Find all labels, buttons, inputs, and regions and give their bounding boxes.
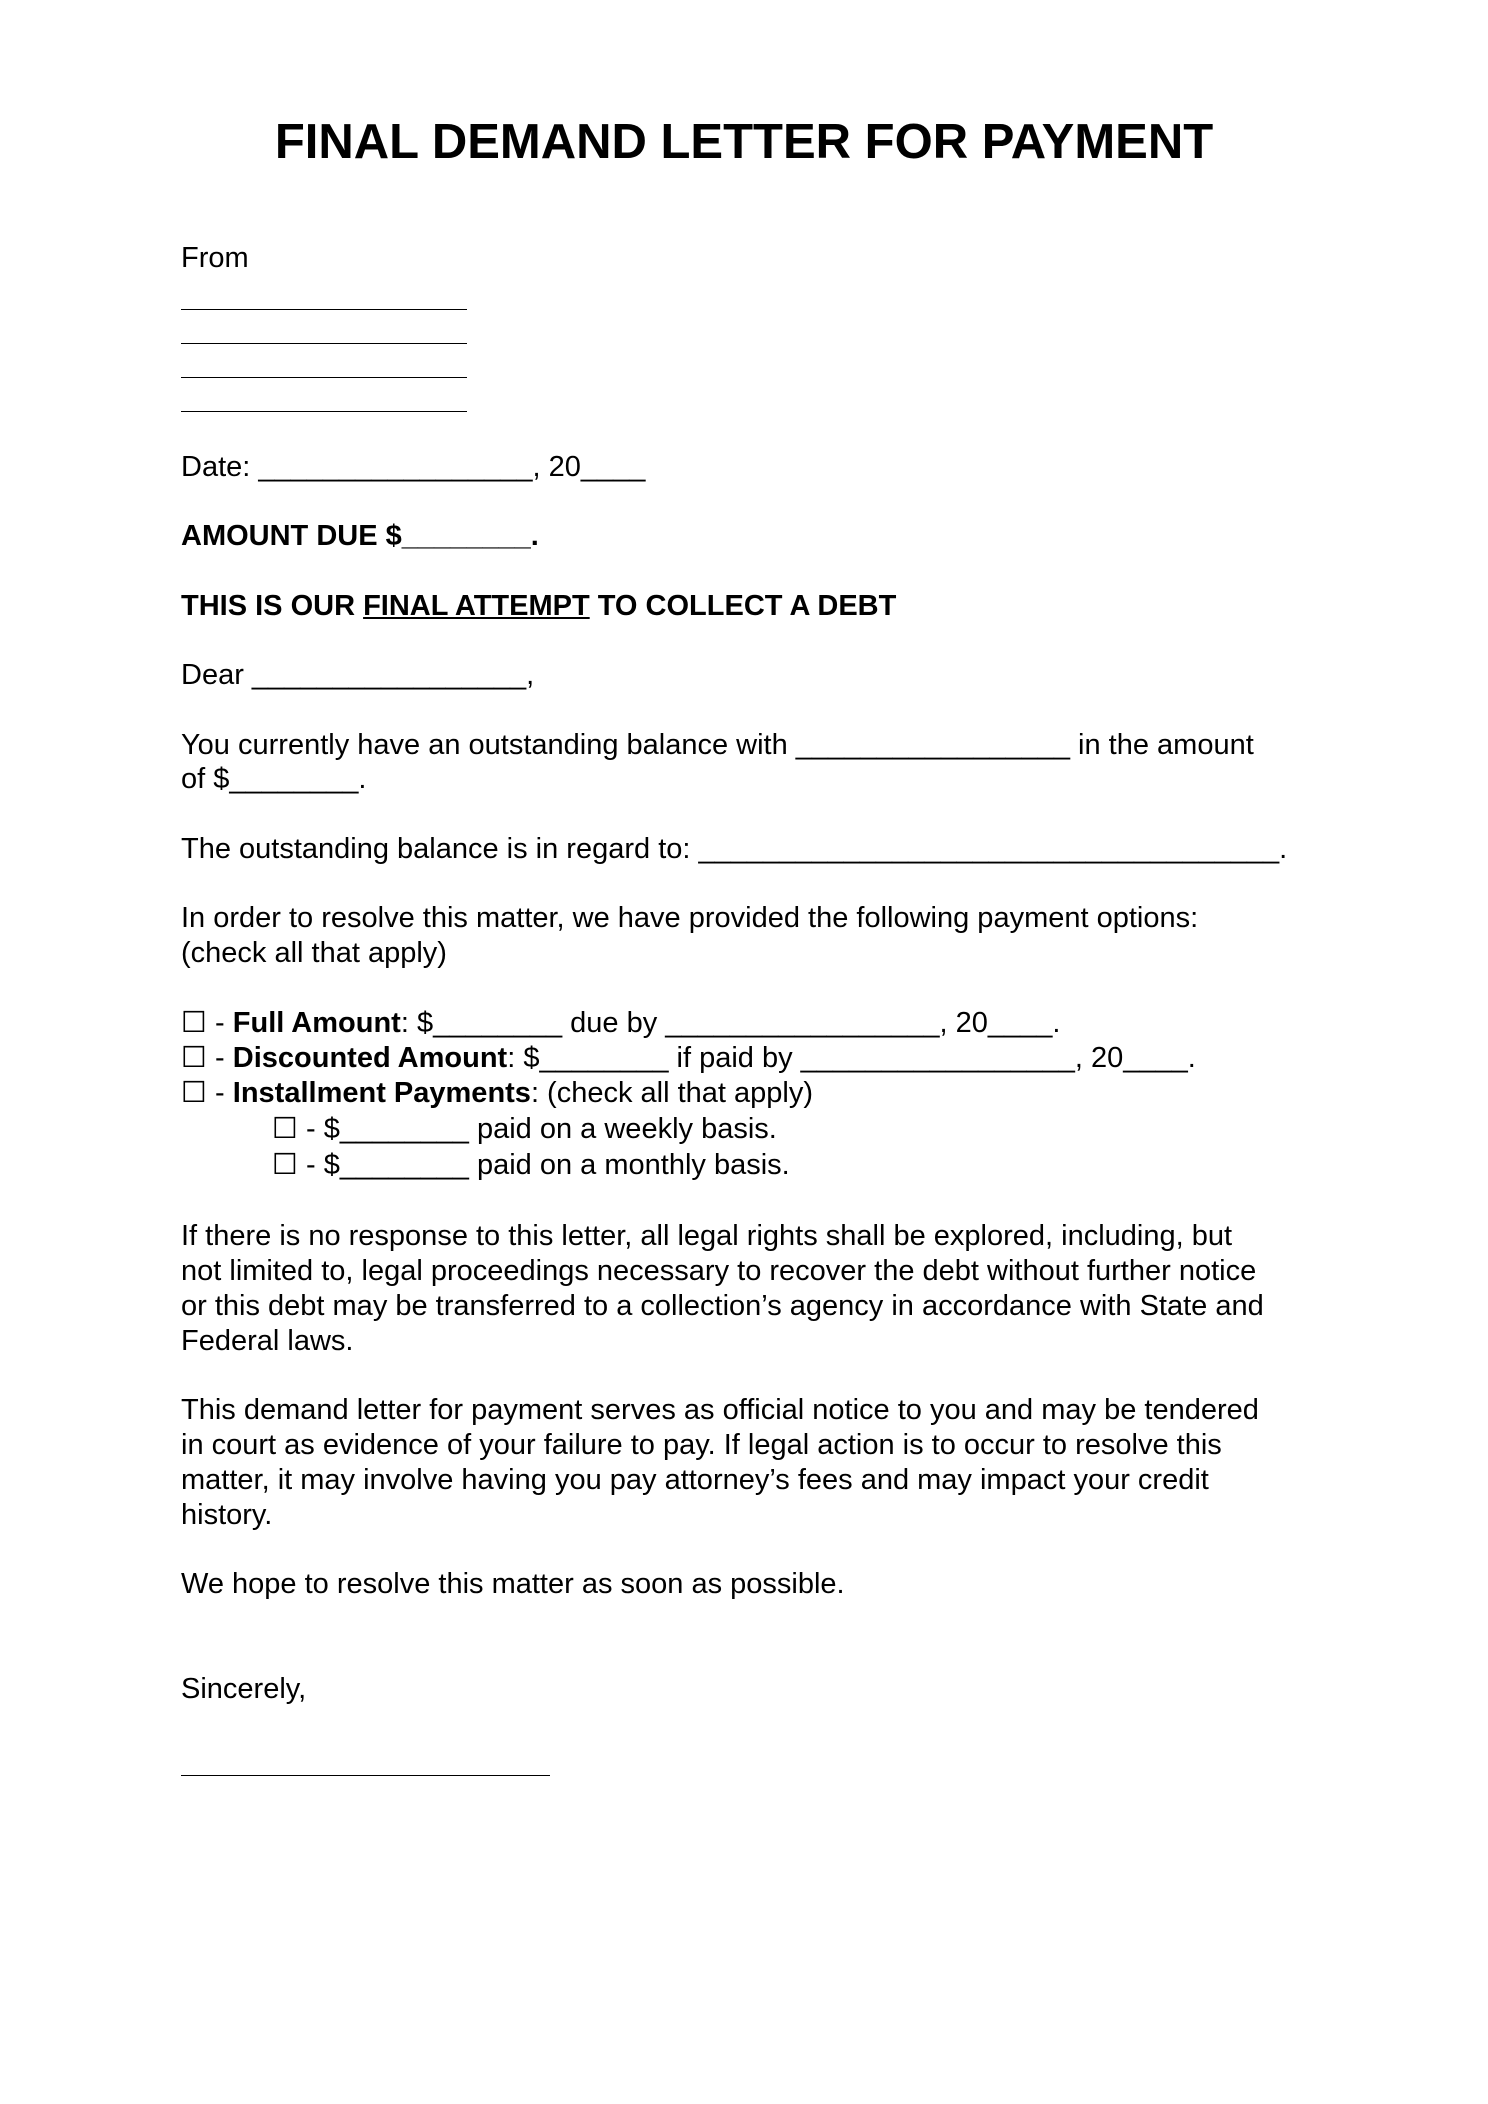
option-details: - $________ paid on a weekly basis. — [298, 1113, 777, 1145]
option-installment-payments — [181, 1076, 813, 1111]
page-title: FINAL DEMAND LETTER FOR PAYMENT — [274, 115, 1214, 169]
final-attempt-text-before: THIS IS OUR — [181, 590, 364, 622]
signature-line — [181, 1775, 550, 1776]
option-full-amount — [181, 1006, 1060, 1041]
options-intro-line-1: In order to resolve this matter, we have provided the following payment options: — [181, 902, 1199, 934]
final-attempt-heading — [181, 589, 896, 624]
legal-paragraph-line-4: Federal laws. — [181, 1325, 354, 1357]
notice-paragraph-line-2: in court as evidence of your failure to pay. If legal action is to occur to resolve this — [181, 1429, 1222, 1461]
option-monthly — [272, 1148, 790, 1183]
legal-paragraph-line-1: If there is no response to this letter, all legal rights shall be explored, including, but — [181, 1220, 1233, 1252]
date-line: Date: _________________, 20____ — [181, 451, 646, 483]
closing-hope: We hope to resolve this matter as soon as possible. — [181, 1568, 845, 1600]
amount-due: AMOUNT DUE $________. — [181, 520, 539, 552]
option-label: Full Amount — [232, 1007, 401, 1039]
final-attempt-emphasis: FINAL ATTEMPT — [363, 590, 590, 622]
balance-line-1: You currently have an outstanding balance with _________________ in the amount — [181, 729, 1254, 761]
final-attempt-text-after: TO COLLECT A DEBT — [589, 590, 897, 622]
option-details: - $________ paid on a monthly basis. — [298, 1149, 790, 1181]
option-discounted-amount — [181, 1041, 1196, 1076]
option-details: : $________ if paid by _________________, 20____. — [507, 1042, 1196, 1074]
from-label: From — [181, 242, 249, 274]
option-prefix: - — [207, 1042, 233, 1074]
from-address-line-4 — [181, 411, 467, 412]
option-prefix: - — [207, 1007, 233, 1039]
checkbox-icon[interactable]: ☐ — [181, 1042, 207, 1074]
notice-paragraph-line-1: This demand letter for payment serves as official notice to you and may be tendered — [181, 1394, 1259, 1426]
salutation: Dear _________________, — [181, 659, 535, 691]
regard-line: The outstanding balance is in regard to: ____________________________________. — [181, 833, 1288, 865]
checkbox-icon[interactable]: ☐ — [272, 1113, 298, 1145]
option-prefix: - — [207, 1077, 233, 1109]
balance-line-2: of $________. — [181, 763, 367, 795]
notice-paragraph-line-4: history. — [181, 1499, 273, 1531]
sign-off: Sincerely, — [181, 1673, 307, 1705]
notice-paragraph-line-3: matter, it may involve having you pay attorney’s fees and may impact your credit — [181, 1464, 1209, 1496]
option-label: Discounted Amount — [232, 1042, 508, 1074]
legal-paragraph-line-3: or this debt may be transferred to a collection’s agency in accordance with State and — [181, 1290, 1264, 1322]
options-intro-line-2: (check all that apply) — [181, 937, 447, 969]
option-details: : (check all that apply) — [530, 1077, 814, 1109]
option-details: : $________ due by _________________, 20____. — [400, 1007, 1061, 1039]
checkbox-icon[interactable]: ☐ — [272, 1149, 298, 1181]
from-address-line-1 — [181, 309, 467, 310]
option-weekly — [272, 1112, 777, 1147]
from-address-line-2 — [181, 343, 467, 344]
checkbox-icon[interactable]: ☐ — [181, 1007, 207, 1039]
option-label: Installment Payments — [232, 1077, 531, 1109]
checkbox-icon[interactable]: ☐ — [181, 1077, 207, 1109]
from-address-line-3 — [181, 377, 467, 378]
legal-paragraph-line-2: not limited to, legal proceedings necessary to recover the debt without further notice — [181, 1255, 1257, 1287]
